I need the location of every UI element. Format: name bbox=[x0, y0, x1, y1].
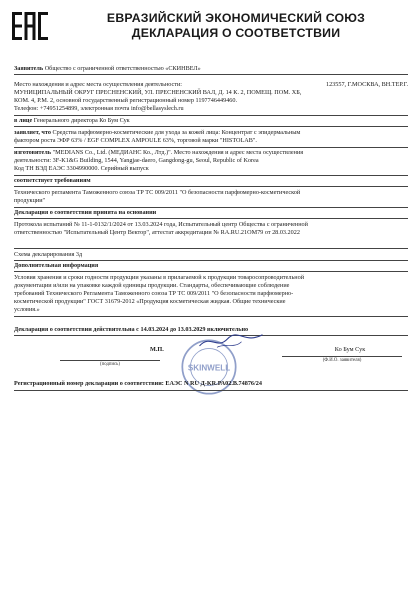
applicant-label: Заявитель bbox=[14, 65, 44, 72]
location-line-4: Телефон: +74951254899, электронная почта info@bellasyslech.ru bbox=[14, 105, 184, 112]
director-row bbox=[14, 117, 408, 125]
location-label: Место нахождения и адрес места осуществления деятельности: bbox=[14, 81, 182, 88]
director-value: Генерального директора Ко Бум Сук bbox=[33, 117, 130, 124]
declares-line-1 bbox=[14, 129, 408, 137]
declares-value-1: Средства парфюмерно-косметические для ухода за кожей лица: Концентрат с эпидермальным bbox=[52, 129, 301, 136]
divider bbox=[14, 74, 408, 75]
requirements-label: соответствует требованиям bbox=[14, 177, 91, 184]
divider bbox=[14, 207, 408, 208]
registration-number: ЕАЭС N RU Д-KR.РА02.В.74876/24 bbox=[165, 380, 262, 387]
validity-text: Декларация о соответствии действительна с 14.03.2024 до 13.03.2029 включительно bbox=[14, 326, 249, 333]
header-subtitle: ДЕКЛАРАЦИЯ О СООТВЕТСТВИИ bbox=[131, 26, 341, 40]
divider bbox=[14, 218, 408, 219]
declares-label: заявляет, что bbox=[14, 129, 51, 136]
location-line-1 bbox=[14, 81, 408, 89]
divider bbox=[14, 147, 408, 148]
additional-line-1: Условия хранения и сроки годности продукции указаны в прилагаемой к продукции товаросопроводительной bbox=[14, 274, 305, 281]
name-line bbox=[282, 356, 402, 357]
additional-line-2: документации и/или на упаковке каждой единицы продукции. Стандарты, обеспечивающие соблюдение bbox=[14, 282, 290, 289]
signature-line bbox=[60, 360, 160, 361]
divider bbox=[14, 390, 408, 391]
basis-line-2: ответственностью "Испытательный Центр Вектор", аттестат аккредитации № RA.RU.21OM79 от 28.03.2022 bbox=[14, 229, 300, 236]
divider bbox=[14, 316, 408, 317]
manufacturer-line-1 bbox=[14, 149, 408, 157]
director-label: в лице bbox=[14, 117, 33, 124]
divider bbox=[14, 126, 408, 127]
requirements-line-1: Технического регламента Таможенного союза ТР ТС 009/2011 "О безопасности парфюмерно-косметической bbox=[14, 189, 301, 196]
divider bbox=[14, 115, 408, 116]
additional-line-4: косметической продукции" ГОСТ 31679-2012 «Продукция косметическая жидкая. Общие технические bbox=[14, 298, 286, 305]
declares-line-2: фактором роста ЭФР 63% / EGF COMPLEX AMPOULE 63%, торговой марки "HISTOLAB". bbox=[14, 137, 257, 144]
additional-label: Дополнительная информация bbox=[14, 262, 99, 269]
name-caption: (Ф.И.О. заявителя) bbox=[322, 358, 362, 363]
divider bbox=[14, 260, 408, 261]
applicant-value: Общество с ограниченной ответственностью «СКИНВЕЛ» bbox=[44, 65, 201, 72]
divider bbox=[14, 186, 408, 187]
location-line-3: КОМ. 4, Р.М. 2, основной государственный регистрационный номер 1197746449460. bbox=[14, 97, 238, 104]
scheme-text: Схема декларирования 3д bbox=[14, 251, 83, 258]
manufacturer-label: изготовитель bbox=[14, 149, 52, 156]
registration-label: Регистрационный номер декларации о соответствии: bbox=[14, 380, 164, 387]
eac-logo bbox=[12, 12, 48, 40]
stamp-text: SKINWELL bbox=[187, 363, 231, 373]
manufacturer-line-3: Код ТН ВЭД ЕАЭС 3304990000. Серийный выпуск bbox=[14, 165, 149, 172]
divider bbox=[14, 271, 408, 272]
basis-line-1: Протокола испытаний № 11-1-0132/1/2024 от 13.03.2024 года, Испытательный центр Общества с ограниченной bbox=[14, 221, 308, 228]
stamp-mark: М.П. bbox=[150, 346, 164, 353]
basis-label: Декларация о соответствии принята на основании bbox=[14, 209, 157, 216]
handwritten-signature bbox=[196, 330, 266, 352]
divider bbox=[14, 248, 408, 249]
divider bbox=[14, 175, 408, 176]
signature-caption: (подпись) bbox=[100, 362, 120, 367]
registration-row bbox=[14, 380, 408, 388]
location-line-2: МУНИЦИПАЛЬНЫЙ ОКРУГ ПРЕСНЕНСКИЙ, УЛ. ПРЕСНЕНСКИЙ ВАЛ, Д. 14 К. 2, ПОМЕЩ. ПОМ. ХБ, bbox=[14, 89, 302, 96]
additional-line-5: условия.» bbox=[14, 306, 40, 313]
location-value-1: 123557, Г.МОСКВА, ВН.ТЕР.Г. bbox=[325, 81, 408, 88]
manufacturer-line-2: деятельности: 3F-K1&G Building, 1544, Yangjae-daero, Gangdong-gu, Seoul, Republic of Korea bbox=[14, 157, 259, 164]
signer-name: Ко Бум Сук bbox=[334, 346, 366, 353]
additional-line-3: требований Технического Регламента Таможенного союза ТР ТС 009/2011 "О безопасности парфюмерно- bbox=[14, 290, 294, 297]
header-title: ЕВРАЗИЙСКИЙ ЭКОНОМИЧЕСКИЙ СОЮЗ bbox=[106, 11, 366, 25]
manufacturer-value-1: "MEDIANS Co., Ltd. (МЕДИАНС Ко., Лтд.)". Место нахождения и адрес места осуществления bbox=[52, 149, 304, 156]
requirements-line-2: продукции" bbox=[14, 197, 46, 204]
applicant-row bbox=[14, 65, 408, 73]
